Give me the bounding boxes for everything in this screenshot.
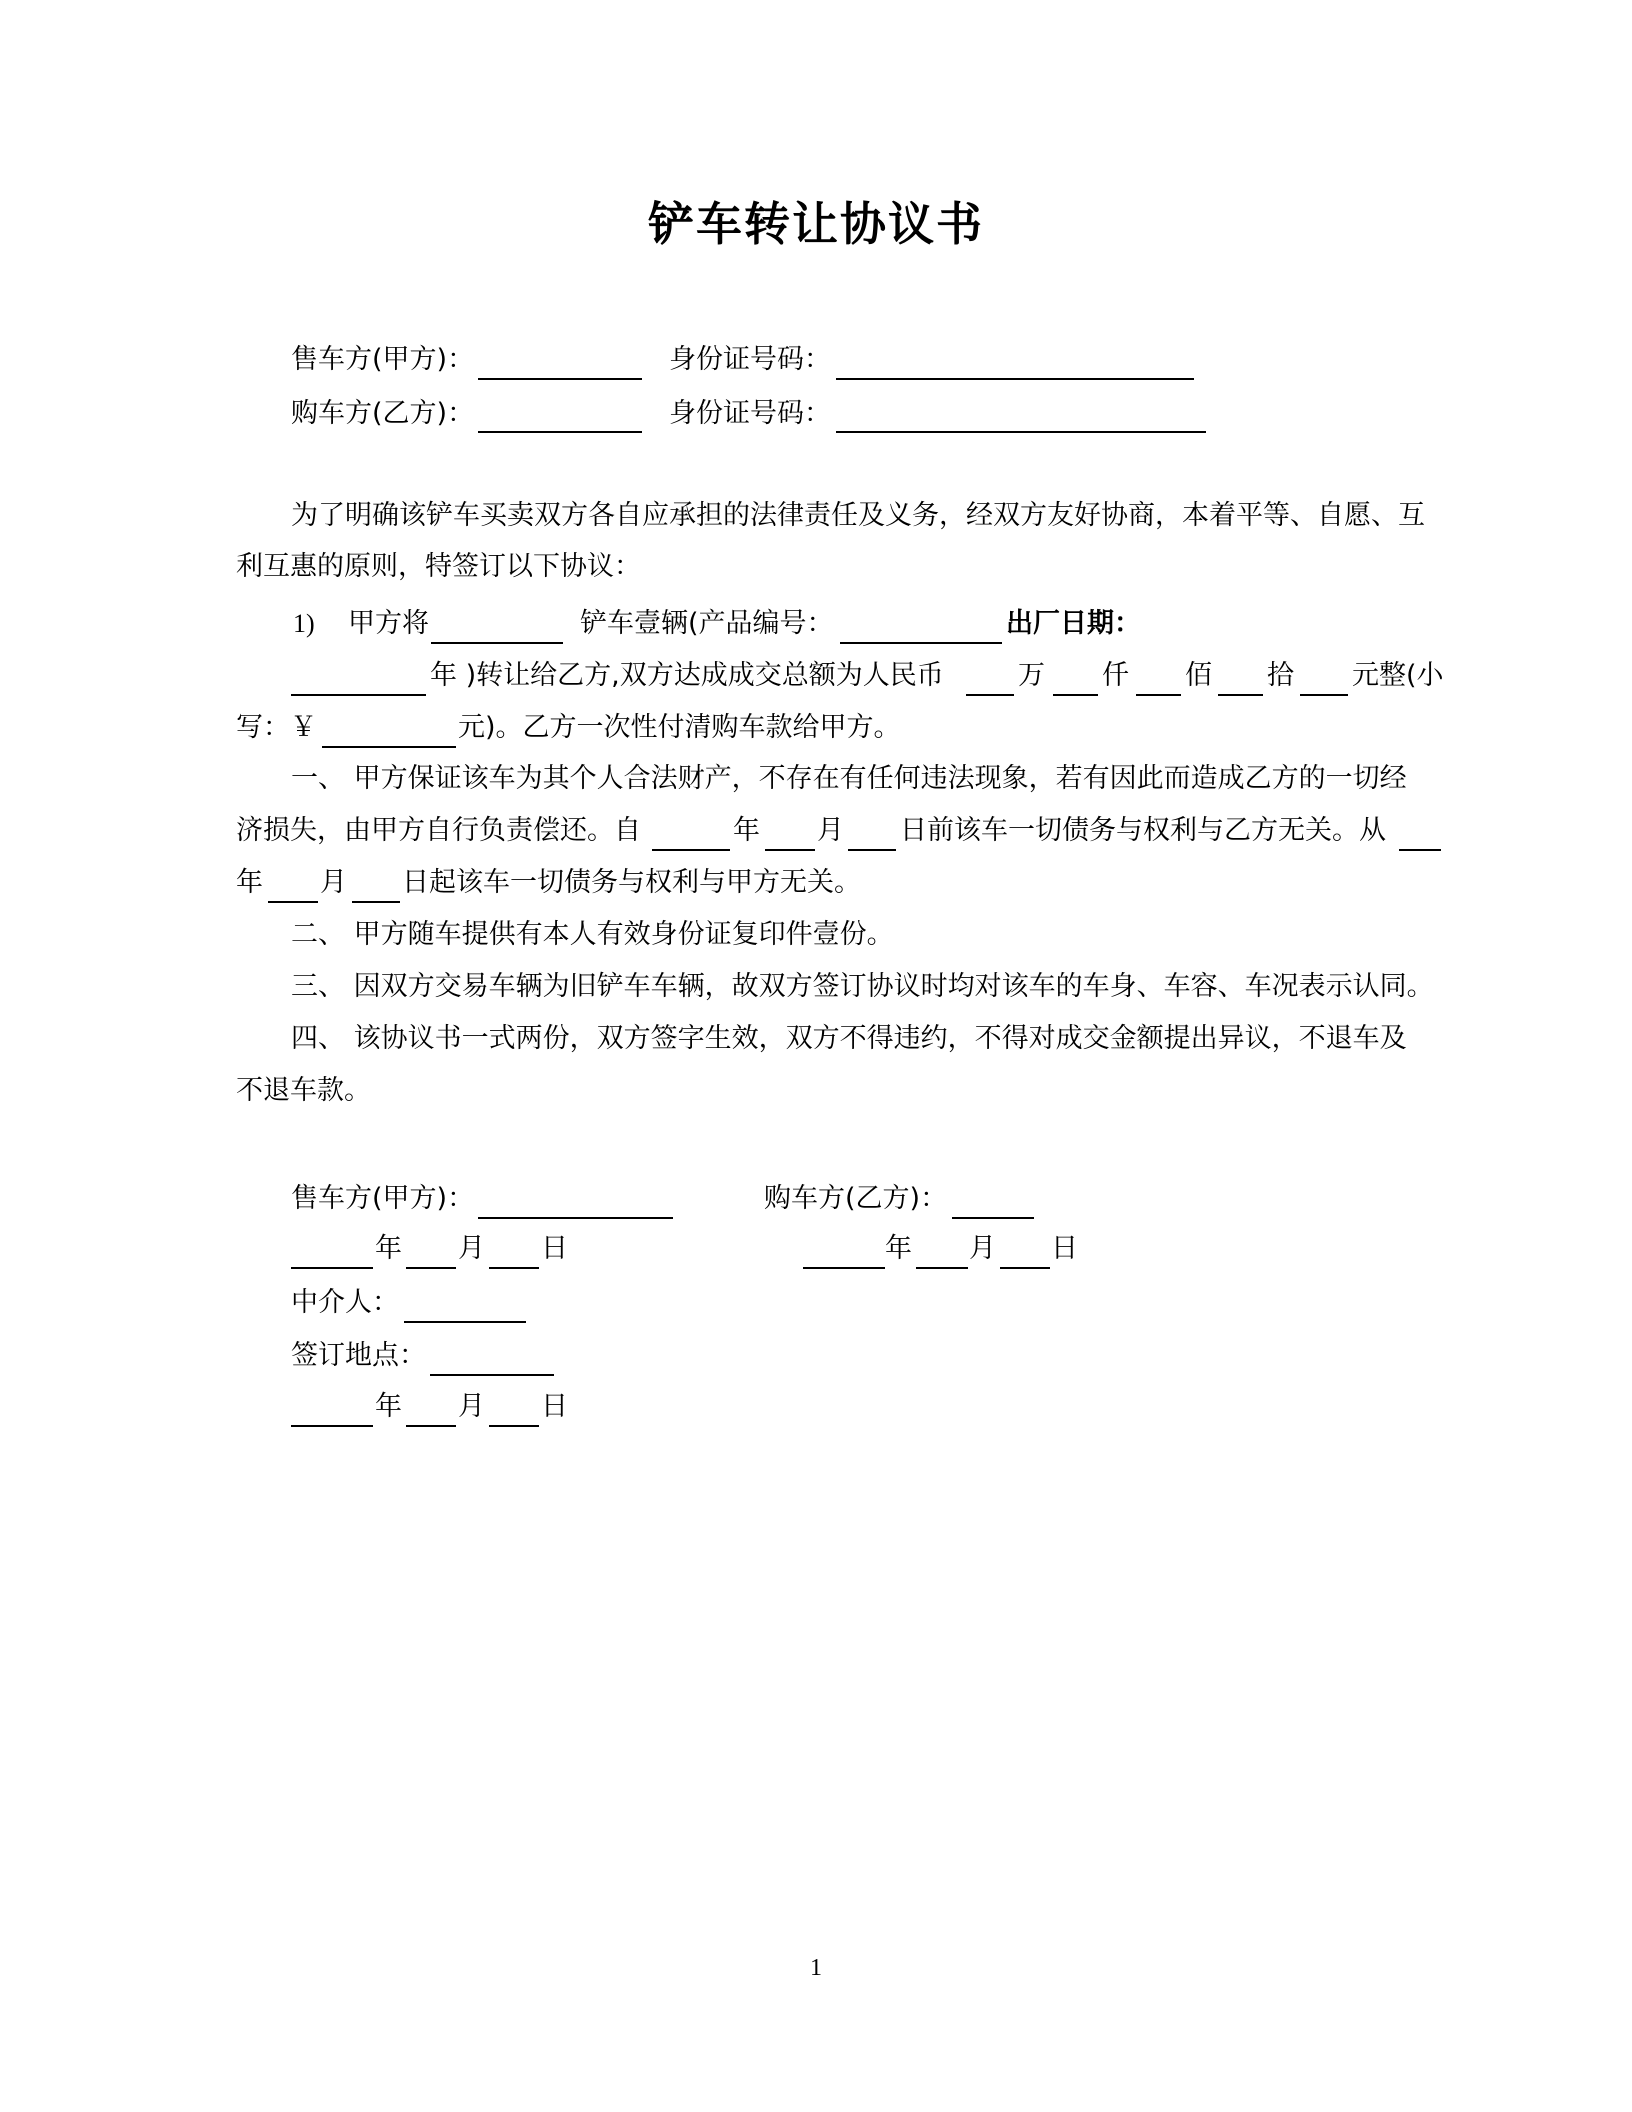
clause-si-line-2: 不退车款。	[236, 1075, 371, 1106]
from-month-field[interactable]	[765, 849, 815, 851]
seller-sign-day-field[interactable]	[489, 1267, 539, 1269]
clause-1-xie: 写：￥	[236, 712, 317, 743]
amount-figure-field[interactable]	[322, 746, 456, 748]
seller-sign-month-field[interactable]	[406, 1267, 456, 1269]
buyer-sign-day-field[interactable]	[1000, 1267, 1050, 1269]
factory-year-field[interactable]	[291, 694, 426, 696]
buyer-name-field[interactable]	[478, 431, 642, 433]
agent-field[interactable]	[404, 1321, 526, 1323]
amount-wan-field[interactable]	[966, 694, 1014, 696]
header-seller-label: 售车方(甲方)：	[291, 344, 475, 375]
buyer-sign-ri: 日	[1051, 1233, 1078, 1264]
seller-signature-field[interactable]	[478, 1217, 673, 1219]
amount-yuan-field[interactable]	[1300, 694, 1348, 696]
intro-line-1: 为了明确该铲车买卖双方各自应承担的法律责任及义务，经双方友好协商，本着平等、自愿、互	[291, 500, 1425, 531]
seller-sign-nian: 年	[375, 1233, 402, 1264]
clause-yi-nian-1: 年	[733, 815, 760, 846]
clause-san: 三、 因双方交易车辆为旧铲车车辆，故双方签订协议时均对该车的车身、车容、车况表示认同。	[291, 971, 1434, 1002]
final-day-field[interactable]	[489, 1425, 539, 1427]
buyer-sign-yue: 月	[969, 1233, 996, 1264]
page-number: 1	[810, 1955, 822, 1981]
clause-1-yuan-zheng: 元整(小	[1352, 660, 1444, 691]
clause-1-text-c: 出厂日期：	[1006, 608, 1141, 639]
clause-yi-text-3: 日起该车一切债务与权利与甲方无关。	[402, 867, 861, 898]
clause-yi-text-1: 济损失，由甲方自行负责偿还。自	[236, 815, 641, 846]
clause-yi-line-1: 一、 甲方保证该车为其个人合法财产，不存在有任何违法现象，若有因此而造成乙方的一切经	[291, 763, 1407, 794]
clause-yi-yue-1: 月	[817, 815, 844, 846]
amount-bai-field[interactable]	[1136, 694, 1181, 696]
clause-yi-yue-2: 月	[320, 867, 347, 898]
from-year-field[interactable]	[652, 849, 730, 851]
brand-field[interactable]	[431, 642, 563, 644]
clause-1-text-e: 元)。乙方一次性付清购车款给甲方。	[458, 712, 901, 743]
since-year-field[interactable]	[1399, 849, 1441, 851]
header-buyer-label: 购车方(乙方)：	[291, 398, 475, 429]
clause-1-shi: 拾	[1267, 660, 1294, 691]
final-nian: 年	[375, 1391, 402, 1422]
seller-sign-ri: 日	[541, 1233, 568, 1264]
place-label: 签订地点：	[291, 1340, 426, 1371]
clause-1-qian: 仟	[1102, 660, 1129, 691]
agent-label: 中介人：	[291, 1287, 399, 1318]
clause-yi-text-2: 日前该车一切债务与权利与乙方无关。从	[900, 815, 1386, 846]
final-ri: 日	[541, 1391, 568, 1422]
clause-1-number: 1)	[293, 609, 315, 638]
seller-name-field[interactable]	[478, 378, 642, 380]
header-seller-id-label: 身份证号码：	[669, 344, 831, 375]
clause-er: 二、 甲方随车提供有本人有效身份证复印件壹份。	[291, 919, 894, 950]
intro-line-2: 利互惠的原则，特签订以下协议：	[236, 551, 641, 582]
place-field[interactable]	[430, 1374, 554, 1376]
buyer-signature-field[interactable]	[952, 1217, 1034, 1219]
clause-si-line-1: 四、 该协议书一式两份，双方签字生效，双方不得违约，不得对成交金额提出异议，不退车及	[291, 1023, 1407, 1054]
clause-1-text-d: 年 )转让给乙方,双方达成成交总额为人民币	[430, 660, 944, 691]
signature-seller-label: 售车方(甲方)：	[291, 1183, 475, 1214]
amount-shi-field[interactable]	[1218, 694, 1263, 696]
buyer-sign-year-field[interactable]	[803, 1267, 885, 1269]
amount-qian-field[interactable]	[1053, 694, 1098, 696]
since-month-field[interactable]	[268, 901, 318, 903]
signature-buyer-label: 购车方(乙方)：	[764, 1183, 948, 1214]
final-year-field[interactable]	[291, 1425, 373, 1427]
clause-1-text-b: 铲车壹辆(产品编号：	[580, 608, 834, 639]
buyer-sign-nian: 年	[885, 1233, 912, 1264]
product-number-field[interactable]	[840, 642, 1002, 644]
header-buyer-id-label: 身份证号码：	[669, 398, 831, 429]
clause-1-wan: 万	[1018, 660, 1045, 691]
from-day-field[interactable]	[848, 849, 896, 851]
final-month-field[interactable]	[406, 1425, 456, 1427]
buyer-sign-month-field[interactable]	[916, 1267, 968, 1269]
clause-1-bai: 佰	[1185, 660, 1212, 691]
clause-yi-nian-2: 年	[236, 867, 263, 898]
buyer-id-field[interactable]	[836, 431, 1206, 433]
seller-sign-year-field[interactable]	[291, 1267, 373, 1269]
document-title: 铲车转让协议书	[648, 197, 984, 251]
seller-id-field[interactable]	[836, 378, 1194, 380]
clause-1-text-a: 甲方将	[348, 608, 429, 639]
final-yue: 月	[458, 1391, 485, 1422]
since-day-field[interactable]	[352, 901, 400, 903]
seller-sign-yue: 月	[458, 1233, 485, 1264]
